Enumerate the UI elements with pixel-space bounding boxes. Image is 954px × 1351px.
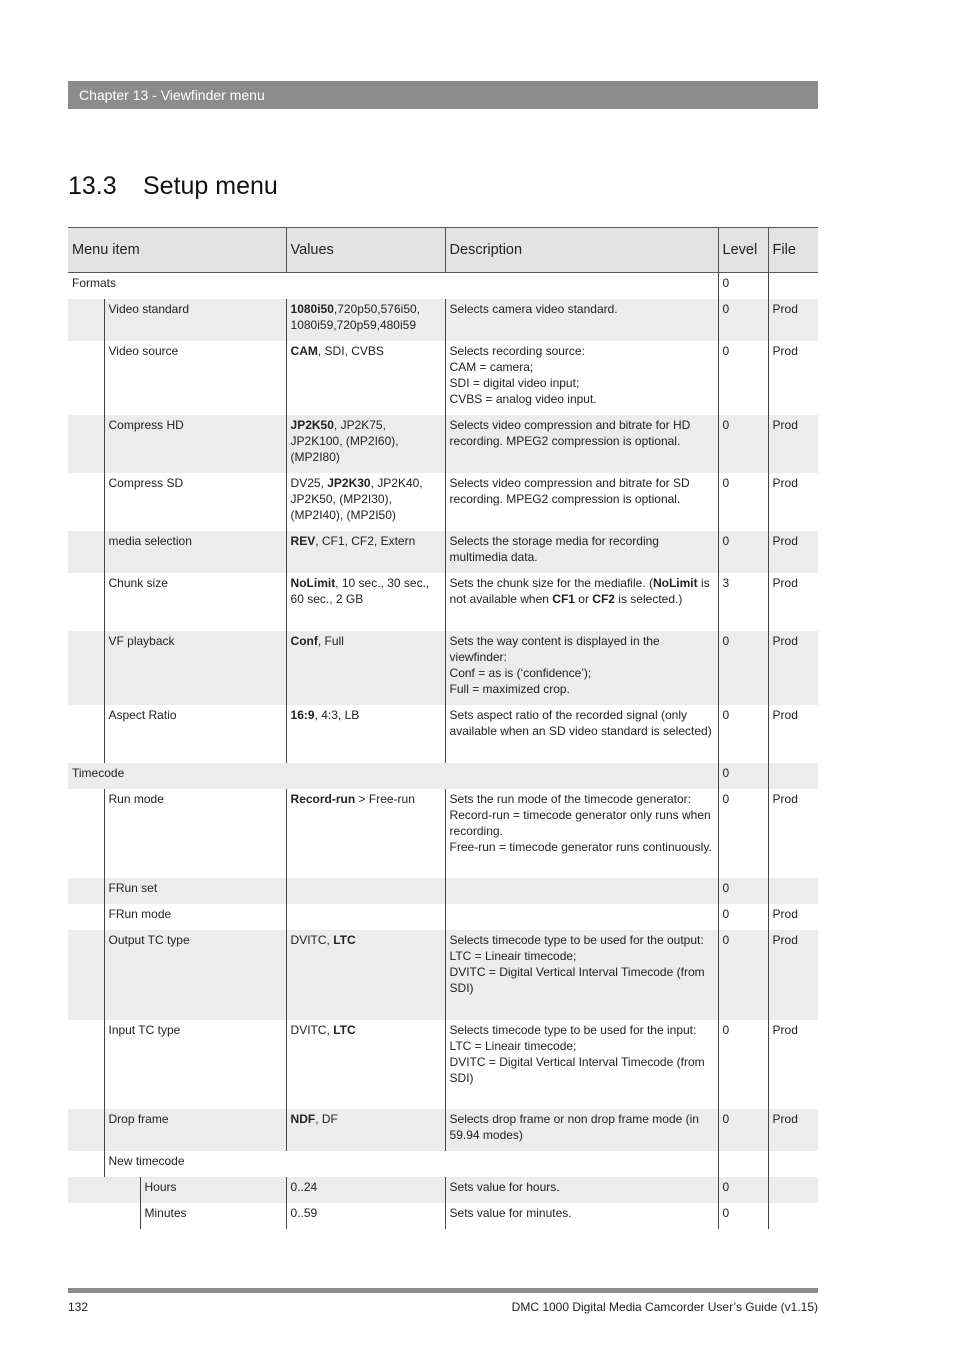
setup-menu-table bbox=[68, 227, 818, 1229]
level-cell: 0 bbox=[718, 789, 768, 878]
file-cell bbox=[768, 1203, 818, 1229]
values-cell bbox=[286, 878, 445, 904]
values-cell: DVITC, LTC bbox=[286, 1020, 445, 1109]
table-header-row bbox=[68, 228, 818, 273]
file-cell: Prod bbox=[768, 1109, 818, 1151]
file-cell: Prod bbox=[772, 344, 798, 358]
file-cell: Prod bbox=[768, 299, 818, 341]
level-cell: 0 bbox=[718, 1177, 768, 1203]
values-cell: DV25, JP2K30, JP2K40, JP2K50, (MP2I30), (MP2I40), (MP2I50) bbox=[286, 473, 445, 531]
file-cell: Prod bbox=[772, 1023, 798, 1037]
file-cell bbox=[768, 878, 818, 904]
description-cell: Sets the way content is displayed in the viewfinder: Conf = as is (‘confidence’); Full = maximized crop. bbox=[445, 631, 718, 705]
table-row bbox=[68, 415, 818, 473]
chapter-header-bar bbox=[68, 81, 818, 109]
menu-item-cell: Video source bbox=[104, 341, 286, 415]
description-cell: Selects camera video standard. bbox=[445, 299, 718, 341]
section-name: Setup menu bbox=[143, 172, 278, 200]
table-row bbox=[68, 1020, 818, 1109]
table-row bbox=[68, 631, 818, 705]
header-menu-item: Menu item bbox=[68, 228, 286, 273]
file-cell: Prod bbox=[772, 476, 798, 490]
level-cell: 0 bbox=[718, 415, 768, 473]
group-row-timecode bbox=[68, 763, 818, 789]
level-cell: 3 bbox=[718, 573, 768, 631]
level-cell: 0 bbox=[718, 705, 768, 763]
file-cell bbox=[768, 1151, 818, 1177]
level-cell bbox=[718, 1151, 768, 1177]
description-cell: Selects timecode type to be used for the output: LTC = Lineair timecode; DVITC = Digital Vertical Interval Timecode (from SDI) bbox=[445, 930, 718, 1020]
menu-item-cell: Drop frame bbox=[104, 1109, 286, 1151]
group-label: Formats bbox=[68, 273, 718, 300]
description-cell: Sets the run mode of the timecode generator: Record-run = timecode generator only runs when recording. Free-run = timecode generator runs continuously. bbox=[445, 789, 718, 878]
group-row-formats bbox=[68, 273, 818, 300]
description-cell: Sets the chunk size for the mediafile. (NoLimit is not available when CF1 or CF2 is selected.) bbox=[445, 573, 718, 631]
description-cell: Selects drop frame or non drop frame mode (in 59.94 modes) bbox=[445, 1109, 718, 1151]
level-cell: 0 bbox=[718, 878, 768, 904]
menu-item-cell: Video standard bbox=[104, 299, 286, 341]
menu-item-cell: Chunk size bbox=[104, 573, 286, 631]
level-cell: 0 bbox=[718, 763, 768, 789]
table-row bbox=[68, 1109, 818, 1151]
values-cell: Record-run > Free-run bbox=[286, 789, 445, 878]
menu-item-cell: Compress HD bbox=[104, 415, 286, 473]
page-number: 132 bbox=[68, 1300, 89, 1314]
chapter-title: Chapter 13 - Viewfinder menu bbox=[79, 87, 265, 103]
file-cell: Prod bbox=[772, 708, 798, 722]
values-cell: Conf, Full bbox=[286, 631, 445, 705]
values-cell: NoLimit, 10 sec., 30 sec., 60 sec., 2 GB bbox=[286, 573, 445, 631]
file-cell: Prod bbox=[768, 631, 818, 705]
level-cell: 0 bbox=[718, 273, 768, 300]
menu-item-cell: Run mode bbox=[104, 789, 286, 878]
description-cell: Selects video compression and bitrate for SD recording. MPEG2 compression is optional. bbox=[445, 473, 718, 531]
table-row bbox=[68, 531, 818, 573]
file-cell: Prod bbox=[768, 415, 818, 473]
values-cell: DVITC, LTC bbox=[286, 930, 445, 1020]
table-row bbox=[68, 473, 818, 531]
description-cell: Selects video compression and bitrate for HD recording. MPEG2 compression is optional. bbox=[445, 415, 718, 473]
file-cell: Prod bbox=[768, 531, 818, 573]
description-cell: Selects recording source: CAM = camera; SDI = digital video input; CVBS = analog video input. bbox=[445, 341, 718, 415]
description-cell: Selects timecode type to be used for the input: LTC = Lineair timecode; DVITC = Digital Vertical Interval Timecode (from SDI) bbox=[445, 1020, 718, 1109]
level-cell: 0 bbox=[718, 1109, 768, 1151]
table-row bbox=[68, 1177, 818, 1203]
values-cell: NDF, DF bbox=[286, 1109, 445, 1151]
description-cell bbox=[445, 904, 718, 930]
table-row bbox=[68, 299, 818, 341]
header-description: Description bbox=[445, 228, 718, 273]
table-row bbox=[68, 904, 818, 930]
file-cell: Prod bbox=[768, 930, 818, 1020]
menu-item-cell: VF playback bbox=[104, 631, 286, 705]
values-cell: JP2K50, JP2K75, JP2K100, (MP2I60), (MP2I80) bbox=[286, 415, 445, 473]
table-row bbox=[68, 878, 818, 904]
section-number: 13.3 bbox=[68, 172, 117, 200]
menu-item-cell: Output TC type bbox=[104, 930, 286, 1020]
file-cell bbox=[768, 1177, 818, 1203]
header-file: File bbox=[768, 228, 818, 273]
description-cell: Sets value for hours. bbox=[445, 1177, 718, 1203]
file-cell: Prod bbox=[772, 792, 798, 806]
menu-item-cell: Hours bbox=[140, 1177, 286, 1203]
table-row bbox=[68, 789, 818, 878]
level-cell: 0 bbox=[718, 341, 768, 415]
level-cell: 0 bbox=[718, 1203, 768, 1229]
level-cell: 0 bbox=[718, 904, 768, 930]
table-row bbox=[68, 930, 818, 1020]
values-cell: 0..59 bbox=[286, 1203, 445, 1229]
menu-item-cell: media selection bbox=[104, 531, 286, 573]
table-row bbox=[68, 705, 818, 763]
section-title bbox=[68, 172, 278, 201]
header-values: Values bbox=[286, 228, 445, 273]
guide-title: DMC 1000 Digital Media Camcorder User’s Guide (v1.15) bbox=[511, 1300, 818, 1314]
values-cell: 16:9, 4:3, LB bbox=[286, 705, 445, 763]
table-row bbox=[68, 1151, 818, 1177]
level-cell: 0 bbox=[718, 531, 768, 573]
menu-item-cell: Minutes bbox=[140, 1203, 286, 1229]
table-row bbox=[68, 1203, 818, 1229]
menu-item-cell: New timecode bbox=[104, 1151, 718, 1177]
level-cell: 0 bbox=[718, 299, 768, 341]
level-cell: 0 bbox=[718, 930, 768, 1020]
values-cell: REV, CF1, CF2, Extern bbox=[286, 531, 445, 573]
file-cell: Prod bbox=[772, 576, 798, 590]
values-cell: 0..24 bbox=[286, 1177, 445, 1203]
table-row bbox=[68, 341, 818, 415]
level-cell: 0 bbox=[718, 631, 768, 705]
menu-item-cell: FRun set bbox=[104, 878, 286, 904]
menu-item-cell: FRun mode bbox=[104, 904, 286, 930]
menu-item-cell: Aspect Ratio bbox=[104, 705, 286, 763]
values-cell: 1080i50,720p50,576i50, 1080i59,720p59,480i59 bbox=[286, 299, 445, 341]
description-cell: Sets aspect ratio of the recorded signal (only available when an SD video standard is selected) bbox=[445, 705, 718, 763]
description-cell: Selects the storage media for recording multimedia data. bbox=[445, 531, 718, 573]
level-cell: 0 bbox=[718, 1020, 768, 1109]
header-level: Level bbox=[718, 228, 768, 273]
level-cell: 0 bbox=[718, 473, 768, 531]
menu-item-cell: Input TC type bbox=[104, 1020, 286, 1109]
group-label: Timecode bbox=[68, 763, 718, 789]
description-cell: Sets value for minutes. bbox=[445, 1203, 718, 1229]
menu-item-cell: Compress SD bbox=[104, 473, 286, 531]
values-cell bbox=[286, 904, 445, 930]
table-row bbox=[68, 573, 818, 631]
values-cell: CAM, SDI, CVBS bbox=[286, 341, 445, 415]
file-cell: Prod bbox=[772, 907, 798, 921]
description-cell bbox=[445, 878, 718, 904]
footer-bar bbox=[68, 1288, 818, 1293]
